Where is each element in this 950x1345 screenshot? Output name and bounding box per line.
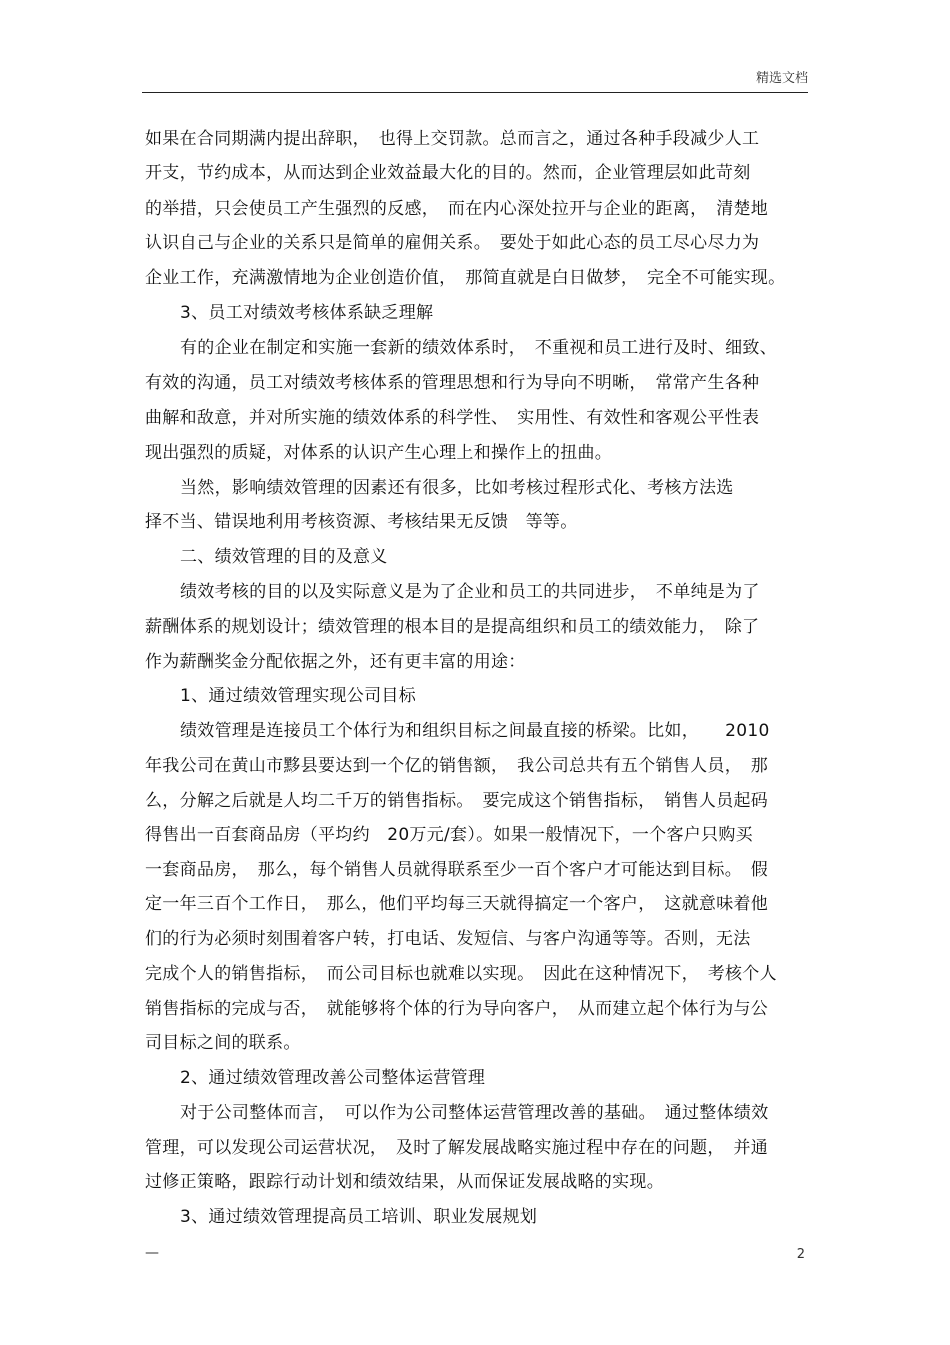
- header-rule: [142, 92, 808, 93]
- text-line: 司目标之间的联系。: [145, 1033, 301, 1053]
- text-line: 开支，节约成本，从而达到企业效益最大化的目的。然而，企业管理层如此苛刻: [145, 163, 751, 183]
- text-line: 绩效考核的目的以及实际意义是为了企业和员工的共同进步， 不单纯是为了: [180, 582, 760, 602]
- page-number: 2: [796, 1247, 805, 1262]
- text-line: 们的行为必须时刻围着客户转，打电话、发短信、与客户沟通等等。否则，无法: [145, 929, 751, 949]
- text-line: 作为薪酬奖金分配依据之外，还有更丰富的用途：: [145, 652, 526, 672]
- section-heading: 二、绩效管理的目的及意义: [180, 547, 388, 567]
- text-line: 一套商品房， 那么，每个销售人员就得联系至少一百个客户才可能达到目标。 假: [145, 860, 769, 880]
- text-line: 曲解和敌意，并对所实施的绩效体系的科学性、 实用性、有效性和客观公平性表: [145, 408, 760, 428]
- footer-dash: —: [145, 1245, 159, 1261]
- text-line: 企业工作，充满激情地为企业创造价值， 那简直就是白日做梦， 完全不可能实现。: [145, 268, 786, 288]
- text-line: 有的企业在制定和实施一套新的绩效体系时， 不重视和员工进行及时、细致、: [180, 338, 777, 358]
- text-line: 定一年三百个工作日， 那么，他们平均每三天就得搞定一个客户， 这就意味着他: [145, 894, 769, 914]
- section-heading: 3、通过绩效管理提高员工培训、职业发展规划: [180, 1207, 538, 1227]
- text-line: 现出强烈的质疑，对体系的认识产生心理上和操作上的扭曲。: [145, 443, 613, 463]
- text-line: 认识自己与企业的关系只是简单的雇佣关系。 要处于如此心态的员工尽心尽力为: [145, 233, 760, 253]
- text-line: 么，分解之后就是人均二千万的销售指标。 要完成这个销售指标， 销售人员起码: [145, 791, 769, 811]
- section-heading: 1、通过绩效管理实现公司目标: [180, 686, 417, 706]
- section-heading: 3、员工对绩效考核体系缺乏理解: [180, 303, 434, 323]
- text-line: 如果在合同期满内提出辞职， 也得上交罚款。总而言之，通过各种手段减少人工: [145, 129, 760, 149]
- text-line: 完成个人的销售指标， 而公司目标也就难以实现。 因此在这种情况下， 考核个人: [145, 964, 777, 984]
- text-line: 择不当、错误地利用考核资源、考核结果无反馈 等等。: [145, 512, 578, 532]
- text-line: 对于公司整体而言， 可以作为公司整体运营管理改善的基础。 通过整体绩效: [180, 1103, 769, 1123]
- text-line: 有效的沟通，员工对绩效考核体系的管理思想和行为导向不明晰， 常常产生各种: [145, 373, 760, 393]
- text-line: 管理，可以发现公司运营状况， 及时了解发展战略实施过程中存在的问题， 并通: [145, 1138, 769, 1158]
- text-line: 当然，影响绩效管理的因素还有很多，比如考核过程形式化、考核方法选: [180, 478, 734, 498]
- text-line: 年我公司在黄山市黟县要达到一个亿的销售额， 我公司总共有五个销售人员， 那: [145, 756, 769, 776]
- text-line: 绩效管理是连接员工个体行为和组织目标之间最直接的桥梁。比如， 2010: [180, 721, 770, 741]
- text-line: 过修正策略，跟踪行动计划和绩效结果，从而保证发展战略的实现。: [145, 1172, 664, 1192]
- text-line: 得售出一百套商品房（平均约 20万元/套）。如果一般情况下，一个客户只购买: [145, 825, 753, 845]
- text-line: 的举措，只会使员工产生强烈的反感， 而在内心深处拉开与企业的距离， 清楚地: [145, 199, 769, 219]
- text-line: 销售指标的完成与否， 就能够将个体的行为导向客户， 从而建立起个体行为与公: [145, 999, 769, 1019]
- section-heading: 2、通过绩效管理改善公司整体运营管理: [180, 1068, 486, 1088]
- text-line: 薪酬体系的规划设计；绩效管理的根本目的是提高组织和员工的绩效能力， 除了: [145, 617, 760, 637]
- header-tag: 精选文档: [755, 71, 808, 86]
